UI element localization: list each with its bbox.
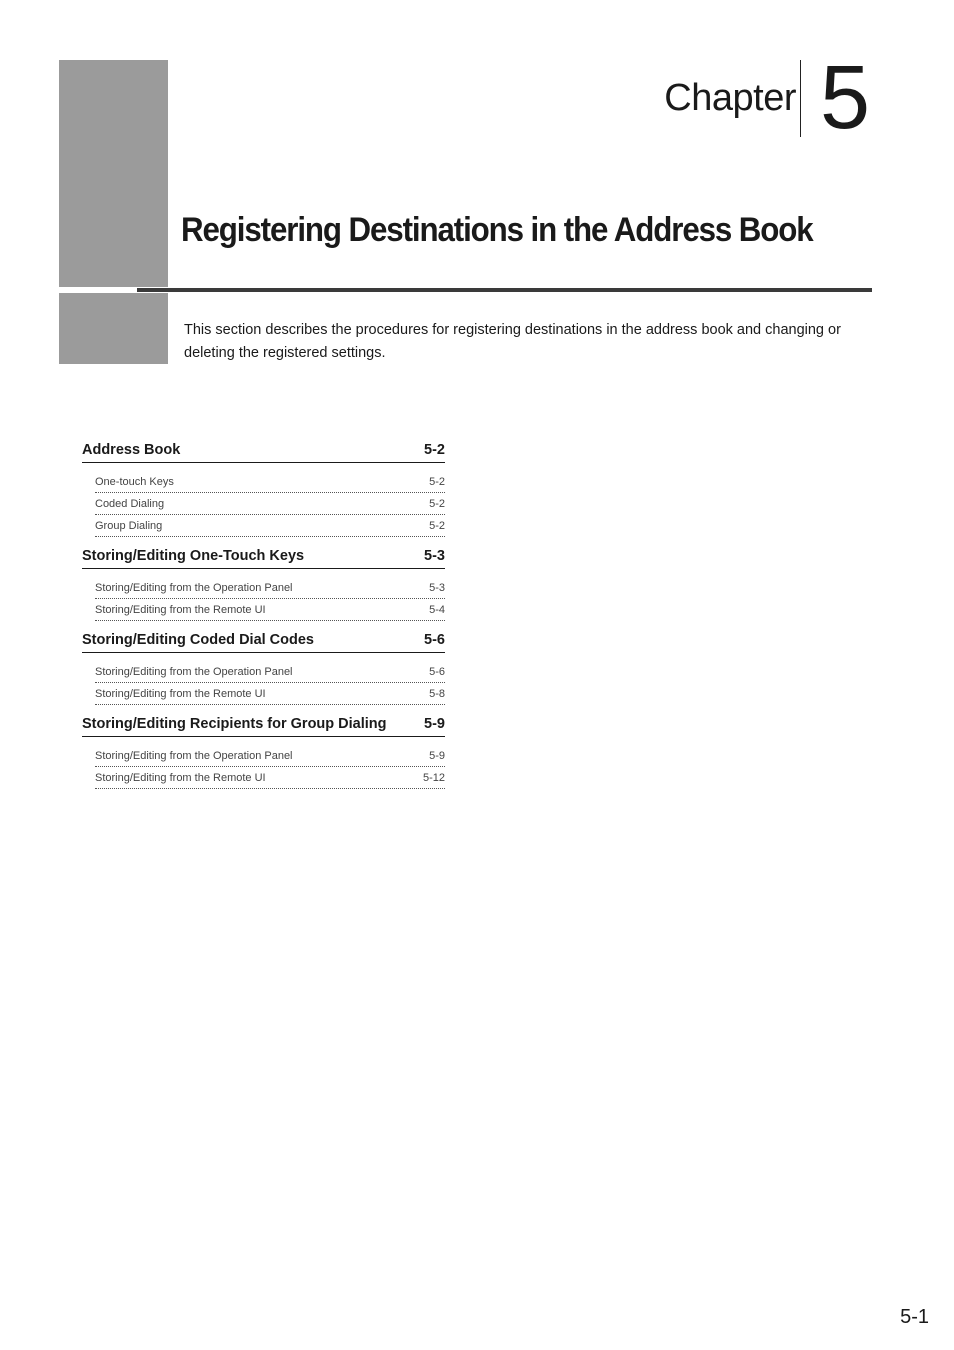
toc-section bbox=[82, 441, 445, 537]
toc-heading-title: Storing/Editing One-Touch Keys bbox=[82, 548, 305, 564]
page-number: 5-1 bbox=[900, 1306, 929, 1328]
toc-heading[interactable] bbox=[82, 441, 445, 463]
toc-item[interactable] bbox=[95, 745, 445, 767]
toc-item-title: Storing/Editing from the Remote UI bbox=[95, 772, 266, 784]
toc-items bbox=[82, 737, 445, 789]
chapter-tab-block-bottom bbox=[59, 293, 168, 364]
chapter-separator bbox=[800, 60, 801, 137]
chapter-tab-block-top bbox=[59, 60, 168, 287]
toc-item[interactable] bbox=[95, 767, 445, 789]
toc-heading-title: Storing/Editing Recipients for Group Dialing bbox=[82, 716, 387, 732]
toc-section bbox=[82, 715, 445, 789]
toc-heading-page: 5-3 bbox=[424, 548, 445, 564]
toc-item-page: 5-2 bbox=[429, 498, 445, 510]
toc-item-title: Coded Dialing bbox=[95, 498, 165, 510]
toc-item-page: 5-9 bbox=[429, 750, 445, 762]
toc-item-page: 5-3 bbox=[429, 582, 445, 594]
toc-section bbox=[82, 547, 445, 621]
chapter-number: 5 bbox=[820, 48, 871, 148]
toc-item[interactable] bbox=[95, 683, 445, 705]
toc-item[interactable] bbox=[95, 577, 445, 599]
toc-item-title: Storing/Editing from the Remote UI bbox=[95, 604, 266, 616]
toc-heading-page: 5-9 bbox=[424, 716, 445, 732]
table-of-contents bbox=[82, 441, 445, 799]
toc-item-title: Storing/Editing from the Operation Panel bbox=[95, 582, 293, 594]
toc-item[interactable] bbox=[95, 471, 445, 493]
title-rule bbox=[137, 288, 872, 292]
toc-item-title: One-touch Keys bbox=[95, 476, 174, 488]
toc-section bbox=[82, 631, 445, 705]
toc-heading-title: Address Book bbox=[82, 442, 181, 458]
toc-heading[interactable] bbox=[82, 631, 445, 653]
toc-item[interactable] bbox=[95, 515, 445, 537]
toc-item-page: 5-12 bbox=[422, 772, 445, 784]
toc-heading[interactable] bbox=[82, 715, 445, 737]
toc-item-page: 5-4 bbox=[429, 604, 445, 616]
chapter-intro: This section describes the procedures for registering destinations in the address book and changing or deleting the registered settings. bbox=[184, 322, 841, 361]
chapter-label: Chapter bbox=[664, 77, 796, 119]
toc-item-title: Storing/Editing from the Remote UI bbox=[95, 688, 266, 700]
toc-item-page: 5-2 bbox=[429, 520, 445, 532]
toc-item-title: Storing/Editing from the Operation Panel bbox=[95, 750, 293, 762]
toc-heading[interactable] bbox=[82, 547, 445, 569]
toc-heading-title: Storing/Editing Coded Dial Codes bbox=[82, 632, 314, 648]
toc-item-title: Storing/Editing from the Operation Panel bbox=[95, 666, 293, 678]
toc-item-page: 5-6 bbox=[429, 666, 445, 678]
toc-heading-page: 5-6 bbox=[424, 632, 445, 648]
toc-items bbox=[82, 463, 445, 537]
toc-item[interactable] bbox=[95, 661, 445, 683]
chapter-title: Registering Destinations in the Address Book bbox=[181, 211, 813, 249]
toc-item-page: 5-2 bbox=[429, 476, 445, 488]
toc-item-page: 5-8 bbox=[429, 688, 445, 700]
toc-item[interactable] bbox=[95, 493, 445, 515]
toc-item[interactable] bbox=[95, 599, 445, 621]
toc-items bbox=[82, 569, 445, 621]
toc-item-title: Group Dialing bbox=[95, 520, 163, 532]
toc-heading-page: 5-2 bbox=[424, 442, 445, 458]
toc-items bbox=[82, 653, 445, 705]
